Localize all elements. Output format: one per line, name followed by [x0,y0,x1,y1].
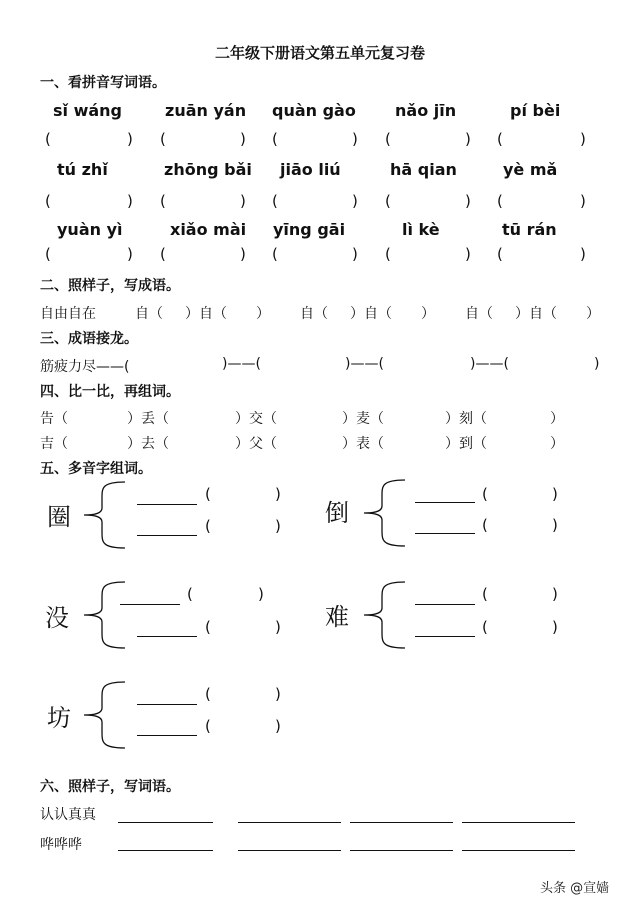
answer-paren-open: ( [482,485,488,503]
curly-brace-icon [360,580,410,650]
polyphone-char: 坊 [47,704,71,732]
section-3-heading: 三、成语接龙。 [40,331,138,347]
idiom-blank-part: 自（ [135,306,163,322]
answer-line [350,850,453,851]
answer-paren-open: ( [497,245,503,263]
answer-paren-close: ) [352,192,358,210]
answer-paren-open: ( [497,130,503,148]
chain-link: )——( [222,356,261,372]
answer-line [137,504,197,505]
pinyin-item: quàn gào [272,101,356,120]
watermark: 头条 @宣嫱 [540,881,610,896]
pinyin-item: tú zhǐ [57,160,108,179]
section-5-heading: 五、多音字组词。 [40,461,152,477]
pinyin-item: zhōng bǎi [164,160,252,179]
chain-link: ) [594,356,600,372]
answer-paren-close: ) [352,130,358,148]
answer-paren-close: ) [465,192,471,210]
answer-paren-open: ( [482,618,488,636]
answer-paren-open: ( [160,245,166,263]
pinyin-item: nǎo jīn [395,101,457,120]
answer-paren-close: ) [580,245,586,263]
answer-paren-close: ) [552,485,558,503]
idiom-blank-part: ）自（ [515,306,557,322]
answer-paren-close: ) [580,192,586,210]
pinyin-item: pí bèi [510,101,561,120]
answer-paren-open: ( [205,717,211,735]
idiom-blank-part: ）自（ [185,306,227,322]
section-4-heading: 四、比一比，再组词。 [40,384,180,400]
pinyin-item: lì kè [402,220,440,239]
answer-line [350,822,453,823]
answer-line [118,822,213,823]
idiom-blank-part: ） [586,306,600,322]
answer-paren-close: ) [240,130,246,148]
compare-cell: ）到（ [445,436,487,452]
answer-paren-close: ) [552,516,558,534]
answer-paren-open: ( [45,245,51,263]
answer-paren-close: ) [127,192,133,210]
compare-cell: ） [550,436,564,452]
compare-cell: ）刻（ [445,411,487,427]
answer-paren-close: ) [465,130,471,148]
answer-line [415,502,475,503]
answer-paren-close: ) [580,130,586,148]
polyphone-char: 没 [45,604,69,632]
compare-cell: ）表（ [342,436,384,452]
section-2-heading: 二、照样子，写成语。 [40,278,180,294]
answer-paren-open: ( [385,245,391,263]
pinyin-item: tū rán [502,220,557,239]
answer-line [137,636,197,637]
answer-paren-close: ) [240,245,246,263]
answer-line [137,735,197,736]
answer-paren-close: ) [275,717,281,735]
answer-paren-close: ) [275,618,281,636]
pinyin-item: jiāo liú [280,160,341,179]
word-example: 认认真真 [40,807,96,823]
idiom-blank-part: 自（ [300,306,328,322]
chain-link: )——( [470,356,509,372]
answer-line [238,822,341,823]
idiom-blank-part: ） [256,306,270,322]
answer-paren-open: ( [385,130,391,148]
answer-paren-close: ) [127,245,133,263]
answer-line [118,850,213,851]
answer-paren-open: ( [272,192,278,210]
answer-paren-open: ( [45,130,51,148]
pinyin-item: xiǎo mài [170,220,247,239]
answer-paren-open: ( [272,245,278,263]
answer-paren-open: ( [205,517,211,535]
curly-brace-icon [360,478,410,548]
answer-line [238,850,341,851]
answer-paren-open: ( [160,192,166,210]
answer-paren-open: ( [205,485,211,503]
answer-paren-open: ( [497,192,503,210]
section-6-heading: 六、照样子，写词语。 [40,779,180,795]
pinyin-item: sǐ wáng [53,101,122,120]
answer-paren-open: ( [482,516,488,534]
pinyin-item: hā qian [390,160,457,179]
idiom-blank-part: ）自（ [350,306,392,322]
compare-cell: 吉（ [40,436,68,452]
word-example: 哗哗哗 [40,837,82,853]
answer-paren-open: ( [205,685,211,703]
idiom-blank-part: ） [421,306,435,322]
compare-cell: 告（ [40,411,68,427]
compare-cell: ）去（ [127,436,169,452]
polyphone-char: 倒 [325,499,349,527]
answer-paren-close: ) [465,245,471,263]
pinyin-item: zuān yán [165,101,247,120]
answer-paren-close: ) [275,685,281,703]
answer-paren-open: ( [205,618,211,636]
compare-cell: ）父（ [235,436,277,452]
pinyin-item: yè mǎ [503,160,558,179]
answer-paren-open: ( [45,192,51,210]
answer-line [462,850,575,851]
curly-brace-icon [80,680,130,750]
compare-cell: ）麦（ [342,411,384,427]
answer-line [120,604,180,605]
idiom-example: 自由自在 [40,306,96,322]
compare-cell: ）交（ [235,411,277,427]
answer-paren-close: ) [552,618,558,636]
answer-paren-close: ) [127,130,133,148]
answer-line [137,535,197,536]
idiom-blank-part: 自（ [465,306,493,322]
curly-brace-icon [80,480,130,550]
answer-line [137,704,197,705]
answer-line [415,533,475,534]
answer-paren-close: ) [552,585,558,603]
answer-line [415,604,475,605]
answer-paren-open: ( [482,585,488,603]
chain-link: )——( [345,356,384,372]
chain-start: 筋疲力尽——( [40,359,130,375]
compare-cell: ）丢（ [127,411,169,427]
pinyin-item: yuàn yì [57,220,123,239]
compare-cell: ） [550,411,564,427]
answer-paren-open: ( [272,130,278,148]
pinyin-item: yīng gāi [273,220,346,239]
curly-brace-icon [80,580,130,650]
answer-paren-close: ) [275,517,281,535]
answer-paren-close: ) [240,192,246,210]
page-title: 二年级下册语文第五单元复习卷 [214,44,425,62]
answer-paren-close: ) [275,485,281,503]
section-1-heading: 一、看拼音写词语。 [40,75,166,91]
answer-paren-close: ) [352,245,358,263]
answer-line [415,636,475,637]
answer-paren-open: ( [187,585,193,603]
answer-paren-open: ( [385,192,391,210]
polyphone-char: 圈 [47,503,71,531]
polyphone-char: 难 [325,603,349,631]
answer-line [462,822,575,823]
answer-paren-close: ) [258,585,264,603]
answer-paren-open: ( [160,130,166,148]
